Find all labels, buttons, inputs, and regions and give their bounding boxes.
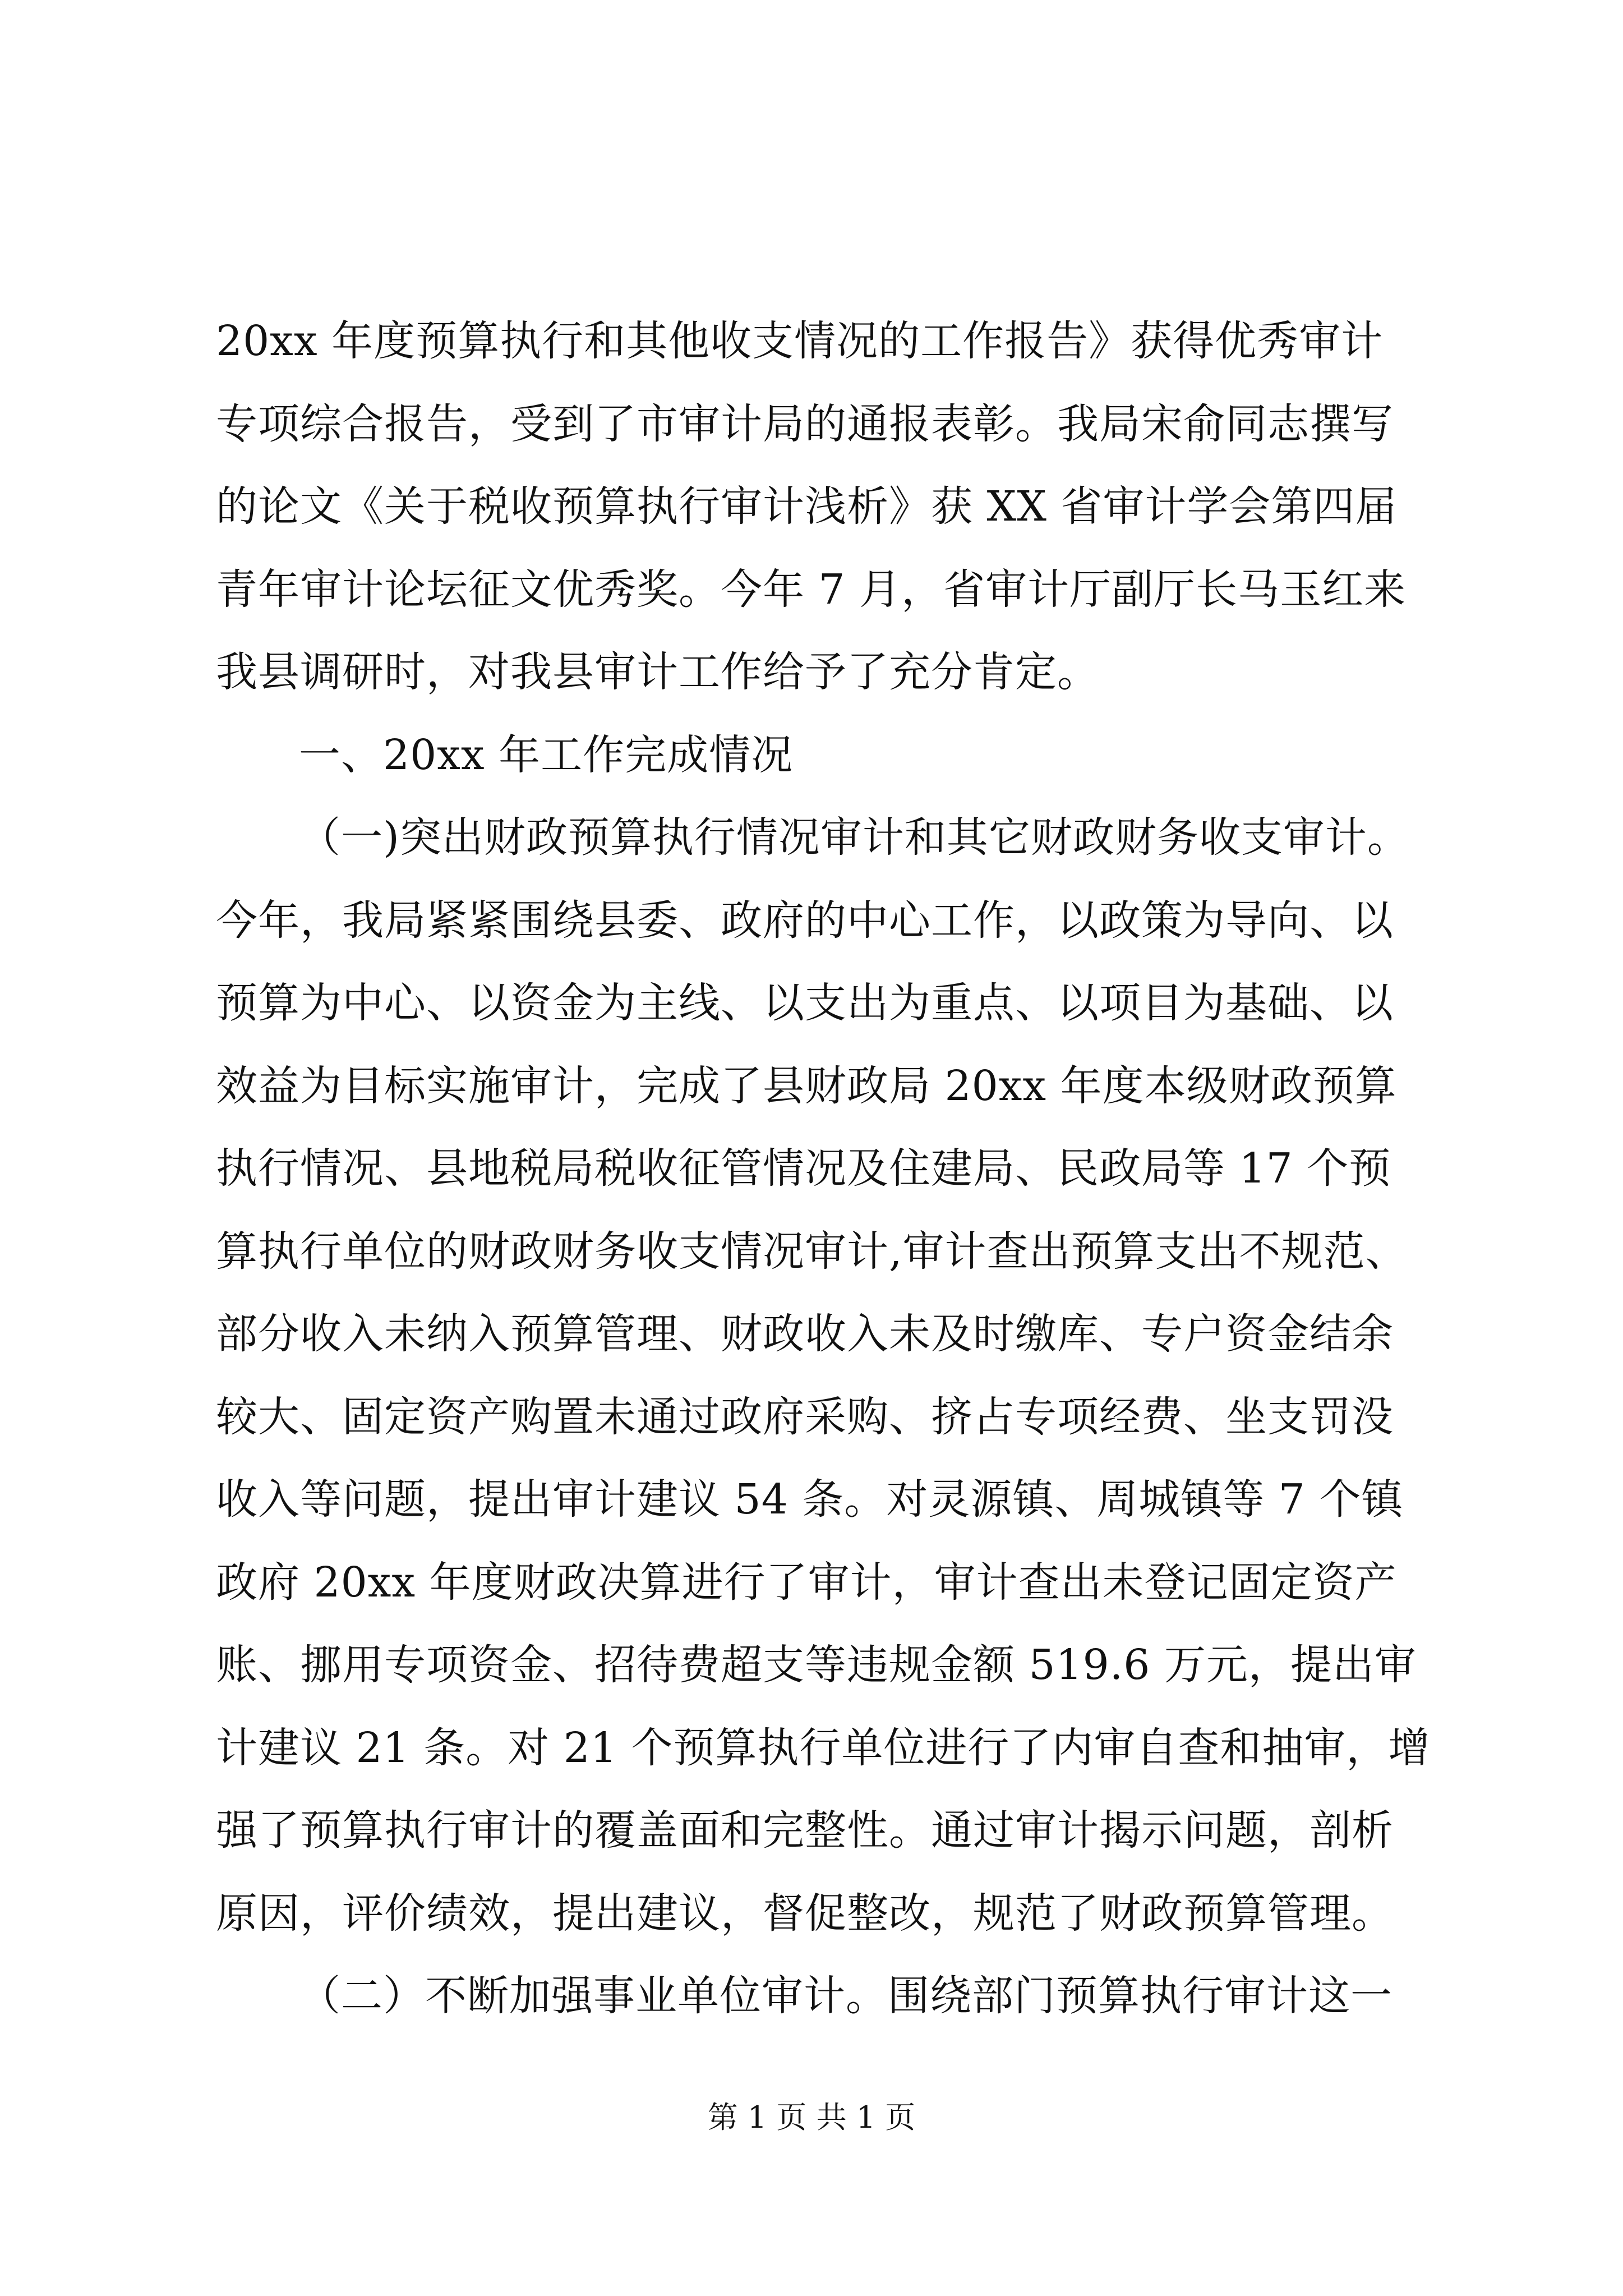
text-line: 我县调研时，对我县审计工作给予了充分肯定。 bbox=[216, 648, 1099, 696]
text-line: 原因，评价绩效，提出建议，督促整改，规范了财政预算管理。 bbox=[216, 1889, 1394, 1938]
text-line: 效益为目标实施审计，完成了县财政局 20xx 年度本级财政预算 bbox=[216, 1061, 1397, 1110]
text-line: 收入等问题，提出审计建议 54 条。对灵源镇、周城镇等 7 个镇 bbox=[216, 1475, 1404, 1524]
subsection-heading: （二）不断加强事业单位审计。围绕部门预算执行审计这一 bbox=[299, 1972, 1393, 2020]
text-line: 计建议 21 条。对 21 个预算执行单位进行了内审自查和抽审，增 bbox=[216, 1723, 1431, 1772]
text-line: 专项综合报告，受到了市审计局的通报表彰。我局宋俞同志撰写 bbox=[216, 399, 1394, 448]
section-heading: 一、20xx 年工作完成情况 bbox=[299, 730, 794, 779]
text-line: 20xx 年度预算执行和其他收支情况的工作报告》获得优秀审计 bbox=[216, 317, 1384, 365]
text-line: 部分收入未纳入预算管理、财政收入未及时缴库、专户资金结余 bbox=[216, 1310, 1394, 1358]
text-line: 算执行单位的财政财务收支情况审计,审计查出预算支出不规范、 bbox=[216, 1227, 1408, 1276]
body-text bbox=[216, 300, 1431, 2038]
text-line: 较大、固定资产购置未通过政府采购、挤占专项经费、坐支罚没 bbox=[216, 1392, 1394, 1441]
text-line: 预算为中心、以资金为主线、以支出为重点、以项目为基础、以 bbox=[216, 979, 1394, 1027]
text-line: 的论文《关于税收预算执行审计浅析》获 XX 省审计学会第四届 bbox=[216, 482, 1398, 531]
text-line: 今年，我局紧紧围绕县委、政府的中心工作，以政策为导向、以 bbox=[216, 896, 1394, 945]
text-line: 账、挪用专项资金、招待费超支等违规金额 519.6 万元，提出审 bbox=[216, 1641, 1417, 1689]
text-line: 执行情况、县地税局税收征管情况及住建局、民政局等 17 个预 bbox=[216, 1144, 1391, 1193]
text-line: 青年审计论坛征文优秀奖。今年 7 月，省审计厅副厅长马玉红来 bbox=[216, 565, 1407, 614]
subsection-heading: （一)突出财政预算执行情况审计和其它财政财务收支审计。 bbox=[299, 813, 1409, 862]
text-line: 强了预算执行审计的覆盖面和完整性。通过审计揭示问题，剖析 bbox=[216, 1806, 1394, 1855]
text-line: 政府 20xx 年度财政决算进行了审计，审计查出未登记固定资产 bbox=[216, 1558, 1397, 1607]
page-footer: 第 1 页 共 1 页 bbox=[707, 2100, 916, 2135]
